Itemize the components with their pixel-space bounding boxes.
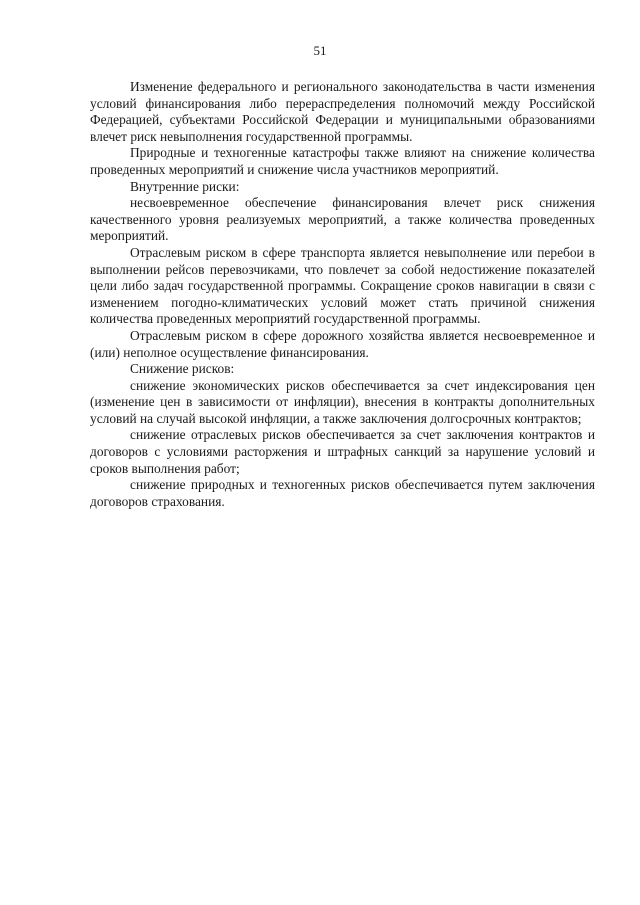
heading-risk-reduction: Снижение рисков: — [130, 361, 235, 377]
paragraph-financing-risk: несвоевременное обеспечение финансирования влечет риск снижения качественного уровня реализуемых мероприятий, а также количества проведенных мероприятий. — [90, 195, 595, 244]
paragraph-economic-risk-reduction: снижение экономических рисков обеспечивается за счет индексирования цен (изменение цен в зависимости от инфляции), внесения в контракты дополнительных условий на случай высокой инфляции, а также заключения долгосрочных контрактов; — [90, 377, 595, 426]
paragraph-transport-risk: Отраслевым риском в сфере транспорта является невыполнение или перебои в выполнении рейсов перевозчиками, что повлечет за собой недостижение показателей цели либо задач государственной программы. Сокращение сроков навигации в связи с изменением погодно-климатических условий может стать причиной снижения количества проведенных мероприятий государственной программы. — [90, 244, 595, 327]
paragraph-sector-risk-reduction: снижение отраслевых рисков обеспечивается за счет заключения контрактов и договоров с условиями расторжения и штрафных санкций за нарушение условий и сроков выполнения работ; — [90, 427, 595, 476]
paragraph-legislation-risk: Изменение федерального и регионального законодательства в части изменения условий финансирования либо перераспределения полномочий между Российской Федерацией, субъектами Российской Федерации и муниципальными образованиями влечет риск невыполнения государственной программы. — [90, 79, 595, 144]
page-number: 51 — [313, 43, 327, 58]
document-body — [90, 79, 595, 510]
paragraph-road-risk: Отраслевым риском в сфере дорожного хозяйства является несвоевременное и (или) неполное осуществление финансирования. — [90, 327, 595, 360]
paragraph-natural-risk-reduction: снижение природных и техногенных рисков обеспечивается путем заключения договоров страхования. — [90, 477, 595, 509]
paragraph-natural-disasters: Природные и техногенные катастрофы также влияют на снижение количества проведенных мероприятий и снижение числа участников мероприятий. — [90, 145, 595, 177]
heading-internal-risks: Внутренние риски: — [130, 178, 240, 194]
